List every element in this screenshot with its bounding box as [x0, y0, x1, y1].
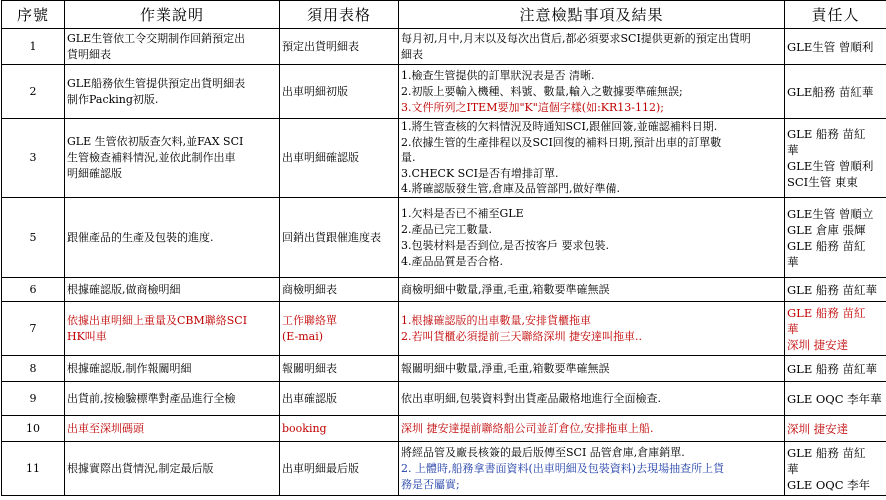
owner-line: GLE生管 曾順利: [787, 39, 874, 54]
row-description: [65, 356, 280, 382]
owner-line: GLE船務 苗紅華: [787, 84, 874, 99]
description-line: GLE生管依工令交期制作回銷預定出: [67, 31, 246, 45]
owner-line: 華: [787, 254, 799, 269]
notes-line: 務是否屬實;: [401, 477, 460, 491]
row-form: [280, 382, 399, 416]
row-notes: [399, 302, 785, 356]
row-description: [65, 416, 280, 442]
owner-line: 深圳 捷安達: [787, 337, 849, 352]
owner-line: GLE 船務 苗紅: [787, 445, 866, 460]
row-form: [280, 119, 399, 198]
table-row: [2, 416, 886, 442]
row-form: [280, 302, 399, 356]
row-notes: [399, 198, 785, 278]
notes-line: 深圳 捷安達提前聯絡船公司並訂倉位,安排拖車上船.: [401, 421, 654, 435]
form-line: 預定出貨明細表: [282, 39, 359, 53]
notes-line: 量.: [401, 151, 416, 164]
notes-line: 2.初版上要輸入機種、料號、數量,輸入之數據要準確無誤;: [401, 84, 683, 98]
row-number: 2: [2, 65, 65, 119]
owner-line: GLE 船務 苗紅: [787, 127, 866, 141]
notes-line: 3.包裝材料是否到位,是否按客戶 要求包裝.: [401, 238, 609, 252]
row-number: 6: [2, 278, 65, 302]
header-notes: 注意檢點事項及結果: [399, 1, 785, 29]
table-row: [2, 382, 886, 416]
row-form: [280, 278, 399, 302]
row-number: 11: [2, 442, 65, 496]
row-notes: [399, 382, 785, 416]
notes-line: 1.根據確認版的出車數量,安排貨櫃拖車: [401, 313, 591, 327]
row-owner: [785, 29, 886, 65]
notes-line: 1.檢查生管提供的訂單狀況表是否 清晰.: [401, 68, 595, 82]
row-number: 7: [2, 302, 65, 356]
owner-line: GLE OQC 李年: [787, 477, 871, 492]
notes-line: 4.產品品質是否合格.: [401, 254, 503, 268]
notes-line: 2.依據生管的生產排程以及SCI回復的補料日期,預計出車的訂單數: [401, 135, 722, 149]
owner-line: 華: [787, 143, 799, 157]
table-row: [2, 119, 886, 198]
notes-line: 商檢明細中數量,淨重,毛重,箱數要準確無誤: [401, 282, 610, 296]
form-line: 工作聯絡單: [282, 313, 337, 327]
row-number: 5: [2, 198, 65, 278]
row-form: [280, 356, 399, 382]
row-description: [65, 29, 280, 65]
notes-line: 依出車明細,包裝資料對出貨產品嚴格地進行全面檢查.: [401, 391, 661, 405]
process-table: [1, 0, 886, 496]
description-line: 依據出車明細上重量及CBM聯絡SCI: [67, 313, 248, 327]
owner-line: GLE 船務 苗紅華: [787, 282, 878, 297]
table-row: [2, 29, 886, 65]
form-line: booking: [282, 421, 327, 435]
row-owner: [785, 382, 886, 416]
row-notes: [399, 442, 785, 496]
description-line: HK叫車: [67, 329, 107, 343]
form-line: 出車明細最后版: [282, 461, 359, 475]
description-line: 根據實際出貨情況,制定最后版: [67, 461, 214, 475]
description-line: 出貨前,按檢驗標準對產品進行全檢: [67, 391, 236, 405]
header-description: 作業說明: [65, 1, 280, 29]
table-row: [2, 442, 886, 496]
owner-line: GLE生管 曾順立: [787, 206, 874, 221]
notes-line: 細表: [401, 47, 423, 61]
row-form: [280, 198, 399, 278]
table-row: [2, 302, 886, 356]
row-owner: [785, 119, 886, 198]
row-number: 3: [2, 119, 65, 198]
owner-line: GLE OQC 李年華: [787, 391, 882, 406]
notes-line: 每月初,月中,月末以及每次出貨后,都必須要求SCI提供更新的預定出貨明: [401, 31, 751, 45]
description-line: GLE 生管依初版查欠料,並FAX SCI: [67, 135, 244, 148]
row-owner: [785, 442, 886, 496]
row-form: [280, 65, 399, 119]
description-line: 跟催產品的生產及包裝的進度.: [67, 230, 214, 244]
owner-line: GLE 倉庫 張輝: [787, 222, 866, 237]
table-row: [2, 65, 886, 119]
row-description: [65, 442, 280, 496]
row-number: 9: [2, 382, 65, 416]
row-owner: [785, 416, 886, 442]
description-line: 出車至深圳碼頭: [67, 421, 144, 435]
table-row: [2, 356, 886, 382]
owner-line: 華: [787, 461, 799, 476]
form-line: (E-mai): [282, 329, 324, 343]
row-notes: [399, 356, 785, 382]
description-line: 根據確認版,做商檢明細: [67, 282, 181, 296]
row-form: [280, 29, 399, 65]
owner-line: 深圳 捷安達: [787, 421, 849, 436]
owner-line: SCI生管 東東: [787, 175, 858, 189]
row-number: 10: [2, 416, 65, 442]
row-description: [65, 302, 280, 356]
row-number: 1: [2, 29, 65, 65]
notes-line: 3.文件所列之ITEM要加"K"這個字樣(如:KR13-112);: [401, 100, 665, 114]
notes-line: 將經品管及廠長核簽的最后版傳至SCI 品管倉庫,倉庫銷單.: [401, 445, 685, 459]
header-owner: 責任人: [785, 1, 886, 29]
form-line: 出車明細初版: [282, 84, 348, 98]
header-row: [2, 1, 886, 29]
row-form: [280, 416, 399, 442]
owner-line: GLE 船務 苗紅: [787, 305, 866, 320]
row-owner: [785, 278, 886, 302]
row-number: 8: [2, 356, 65, 382]
owner-line: GLE 船務 苗紅: [787, 238, 866, 253]
owner-line: 華: [787, 321, 799, 336]
row-notes: [399, 29, 785, 65]
form-line: 出車確認版: [282, 391, 337, 405]
row-owner: [785, 198, 886, 278]
owner-line: GLE生管 曾順利: [787, 159, 874, 173]
owner-line: GLE 船務 苗紅華: [787, 361, 878, 376]
row-notes: [399, 65, 785, 119]
row-notes: [399, 278, 785, 302]
row-notes: [399, 119, 785, 198]
row-description: [65, 198, 280, 278]
notes-line: 4.將確認版發生管,倉庫及品管部門,做好準備.: [401, 182, 620, 195]
form-line: 回銷出貨跟催進度表: [282, 230, 381, 244]
row-owner: [785, 302, 886, 356]
row-owner: [785, 65, 886, 119]
row-description: [65, 119, 280, 198]
header-form: 須用表格: [280, 1, 399, 29]
form-line: 出車明細確認版: [282, 151, 359, 164]
description-line: 貨明細表: [67, 47, 111, 61]
table-row: [2, 278, 886, 302]
row-description: [65, 65, 280, 119]
notes-line: 3.CHECK SCI是否有增排訂單.: [401, 166, 559, 180]
notes-line: 2. 上體時,船務拿書面資料(出車明細及包裝資料)去現場抽查所上貨: [401, 461, 725, 475]
description-line: 根據確認版,制作報關明細: [67, 361, 192, 375]
row-description: [65, 278, 280, 302]
notes-line: 2.若叫貨櫃必須提前三天聯絡深圳 捷安達叫拖車..: [401, 329, 642, 343]
notes-line: 報關明細中數量,淨重,毛重,箱數要準確無誤: [401, 361, 610, 375]
header-no: 序號: [2, 1, 65, 29]
row-owner: [785, 356, 886, 382]
notes-line: 1.將生管查核的欠料情況及時通知SCI,跟催回簽,並確認補料日期.: [401, 120, 718, 133]
description-line: 生管檢查補料情況,並依此制作出車: [67, 151, 236, 164]
table-row: [2, 198, 886, 278]
description-line: GLE船務依生管提供預定出貨明細表: [67, 76, 246, 90]
description-line: 制作Packing初版.: [67, 92, 159, 106]
description-line: 明細確認版: [67, 167, 122, 180]
row-form: [280, 442, 399, 496]
row-description: [65, 382, 280, 416]
form-line: 商檢明細表: [282, 282, 337, 296]
notes-line: 2.產品已完工數量.: [401, 222, 492, 236]
row-notes: [399, 416, 785, 442]
form-line: 報關明細表: [282, 361, 337, 375]
notes-line: 1.欠料是否已不補至GLE: [401, 206, 524, 220]
